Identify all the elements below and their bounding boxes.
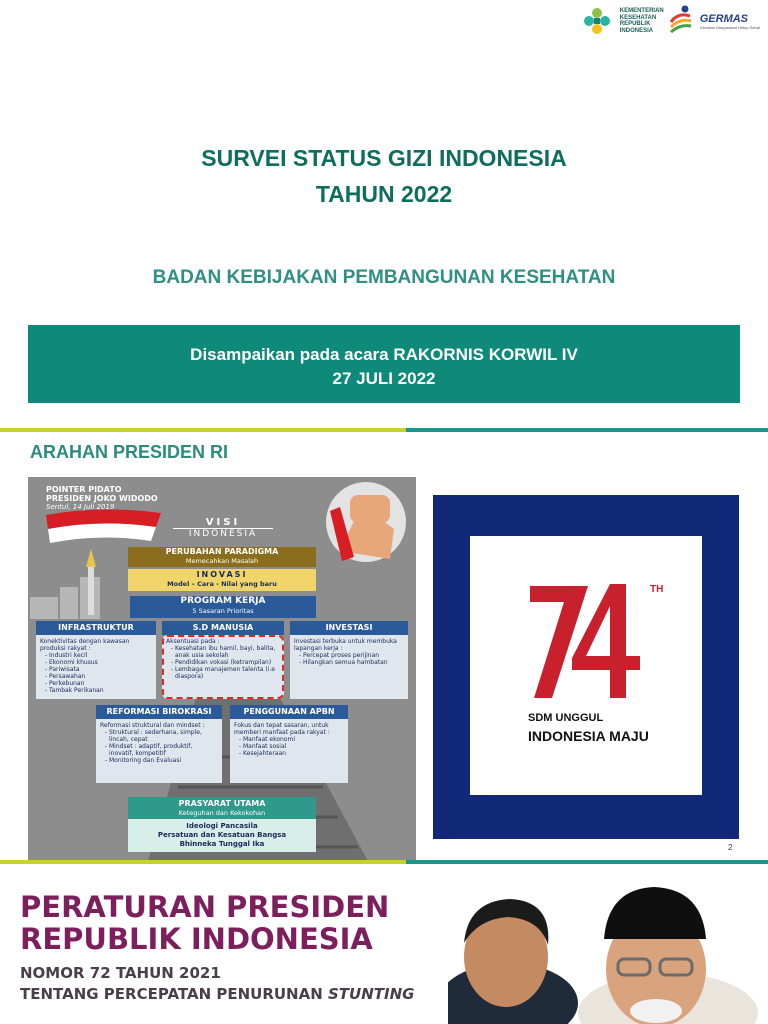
prasyarat-sub: Keteguhan dan Kekokohan	[178, 809, 266, 817]
list-item: - Kesejahteraan	[243, 750, 344, 757]
paradigma-sub: Memecahkan Masalah	[185, 557, 259, 565]
sd-manusia-card	[162, 621, 284, 699]
prasyarat-utama-card	[128, 797, 316, 852]
visi-indonesia-infographic	[28, 477, 416, 861]
list-item: - Industri kecil	[49, 652, 152, 659]
list-item: - Pariwisata	[49, 666, 152, 673]
tentang-text: TENTANG PERCEPATAN PENURUNAN	[20, 985, 328, 1003]
program-title: PROGRAM KERJA	[180, 596, 266, 606]
infrastruktur-body	[36, 635, 156, 699]
program-sub: 5 Sasaran Prioritas	[192, 607, 254, 615]
ideologi-line: Ideologi Pancasila	[186, 822, 258, 830]
apbn-title: PENGGUNAAN APBN	[230, 705, 348, 719]
germas-logo	[700, 13, 760, 30]
germas-logo-icon	[668, 4, 694, 38]
page-number: 2	[728, 843, 733, 852]
indonesia-label: INDONESIA	[188, 529, 258, 539]
reformasi-body	[96, 719, 222, 783]
reformasi-desc: Reformasi struktural dan mindset :	[100, 722, 205, 729]
list-item: - Lembaga manajemen talenta (i.e diaspora)	[175, 666, 280, 680]
investasi-desc: Investasi terbuka untuk membuka lapangan kerja :	[294, 638, 397, 652]
number-74-icon	[528, 582, 648, 702]
slide2-title: ARAHAN PRESIDEN RI	[30, 442, 229, 462]
cover-title-line1: SURVEI STATUS GIZI INDONESIA	[201, 145, 567, 171]
list-item: - Mindset : adaptif, produktif, inovatif, kompetitif	[109, 743, 218, 757]
infrastruktur-title: INFRASTRUKTUR	[36, 621, 156, 635]
sd-manusia-title: S.D MANUSIA	[162, 621, 284, 635]
sd-manusia-body	[162, 635, 284, 699]
ideologi-line: Bhinneka Tunggal Ika	[179, 840, 265, 848]
list-item: - Percepat proses perijinan	[303, 652, 404, 659]
inovasi-box	[128, 569, 316, 591]
prasyarat-header	[128, 797, 316, 819]
list-item: - Ekonomi khusus	[49, 659, 152, 666]
hut-ri-74-logo-frame	[433, 495, 739, 839]
apbn-body	[230, 719, 348, 783]
perpres-nomor: NOMOR 72 TAHUN 2021	[20, 964, 221, 982]
cover-banner	[28, 325, 740, 403]
list-item: - Struktural : sederhana, simple, lincah, cepat	[109, 729, 218, 743]
president-vice-president-photo	[448, 883, 768, 1024]
list-item: - Hilangkan semua hambatan	[303, 659, 404, 666]
inovasi-title: INOVASI	[196, 570, 248, 579]
ideologi-box	[128, 819, 316, 852]
perpres-tentang	[20, 984, 414, 1004]
germas-logo-text: GERMAS	[699, 12, 749, 25]
program-kerja-box	[130, 596, 316, 618]
apbn-desc: Fokus dan tepat sasaran, untuk memberi manfaat pada rakyat :	[234, 722, 330, 736]
stunting-text: STUNTING	[328, 985, 415, 1003]
presiden-label: PRESIDEN JOKO WIDODO	[46, 494, 158, 503]
pointer-label: POINTER PIDATO	[46, 485, 122, 494]
flag-ribbon-icon	[46, 507, 161, 545]
sdm-unggul-text: SDM UNGGUL	[528, 712, 604, 724]
cover-subtitle: BADAN KEBIJAKAN PEMBANGUNAN KESEHATAN	[152, 267, 616, 288]
slide-perpres	[18, 883, 768, 1024]
reformasi-birokrasi-card	[96, 705, 222, 783]
perpres-title-line2: REPUBLIK INDONESIA	[20, 922, 373, 956]
banner-line1: Disampaikan pada acara RAKORNIS KORWIL IV	[190, 345, 578, 364]
visi-indonesia-label	[173, 517, 273, 539]
investasi-title: INVESTASI	[290, 621, 408, 635]
reformasi-title: REFORMASI BIROKRASI	[96, 705, 222, 719]
slide-divider-bottom	[0, 860, 768, 864]
list-item: - Manfaat sosial	[243, 743, 344, 750]
indonesia-maju-text: INDONESIA MAJU	[528, 728, 649, 744]
kemenkes-logo-icon	[580, 4, 614, 38]
kemenkes-logo-text: KEMENTERIAN KESEHATAN REPUBLIK INDONESIA	[619, 8, 664, 34]
banner-line2: 27 JULI 2022	[332, 369, 436, 388]
list-item: - Monitoring dan Evaluasi	[109, 757, 218, 764]
list-item: - Manfaat ekonomi	[243, 736, 344, 743]
visi-label: VISI	[173, 517, 273, 529]
list-item: - Kesehatan ibu hamil, bayi, balita, anak usia sekolah	[175, 645, 280, 659]
header-logos	[580, 4, 760, 38]
list-item: - Tambak Perikanan	[49, 687, 152, 694]
prasyarat-title: PRASYARAT UTAMA	[178, 799, 266, 808]
penggunaan-apbn-card	[230, 705, 348, 783]
hut-ri-74-logo	[470, 536, 702, 795]
th-suffix: TH	[650, 584, 664, 595]
perubahan-paradigma-box	[128, 547, 316, 567]
list-item: - Perkebunan	[49, 680, 152, 687]
sd-manusia-desc: Aksentuasi pada :	[166, 638, 220, 645]
list-item: - Pendidikan vokasi (ketrampilan)	[175, 659, 280, 666]
slide-divider-top	[0, 428, 768, 432]
germas-logo-subtext: Gerakan Masyarakat Hidup Sehat	[699, 24, 760, 30]
raised-fist-icon	[320, 481, 412, 563]
ideologi-line: Persatuan dan Kesatuan Bangsa	[157, 831, 287, 839]
infrastruktur-desc: Konektivitas dengan kawasan produksi rakyat :	[40, 638, 130, 652]
investasi-body	[290, 635, 408, 699]
slide-cover	[0, 0, 768, 428]
tempat-label: Sentul, 14 Juli 2019	[46, 503, 115, 511]
inovasi-sub: Model – Cara - Nilai yang baru	[167, 580, 277, 588]
perpres-title-line1: PERATURAN PRESIDEN	[20, 890, 390, 924]
infrastruktur-card	[36, 621, 156, 699]
investasi-card	[290, 621, 408, 699]
paradigma-title: PERUBAHAN PARADIGMA	[165, 547, 279, 556]
list-item: - Persawahan	[49, 673, 152, 680]
cover-title-line2: TAHUN 2022	[315, 181, 453, 207]
